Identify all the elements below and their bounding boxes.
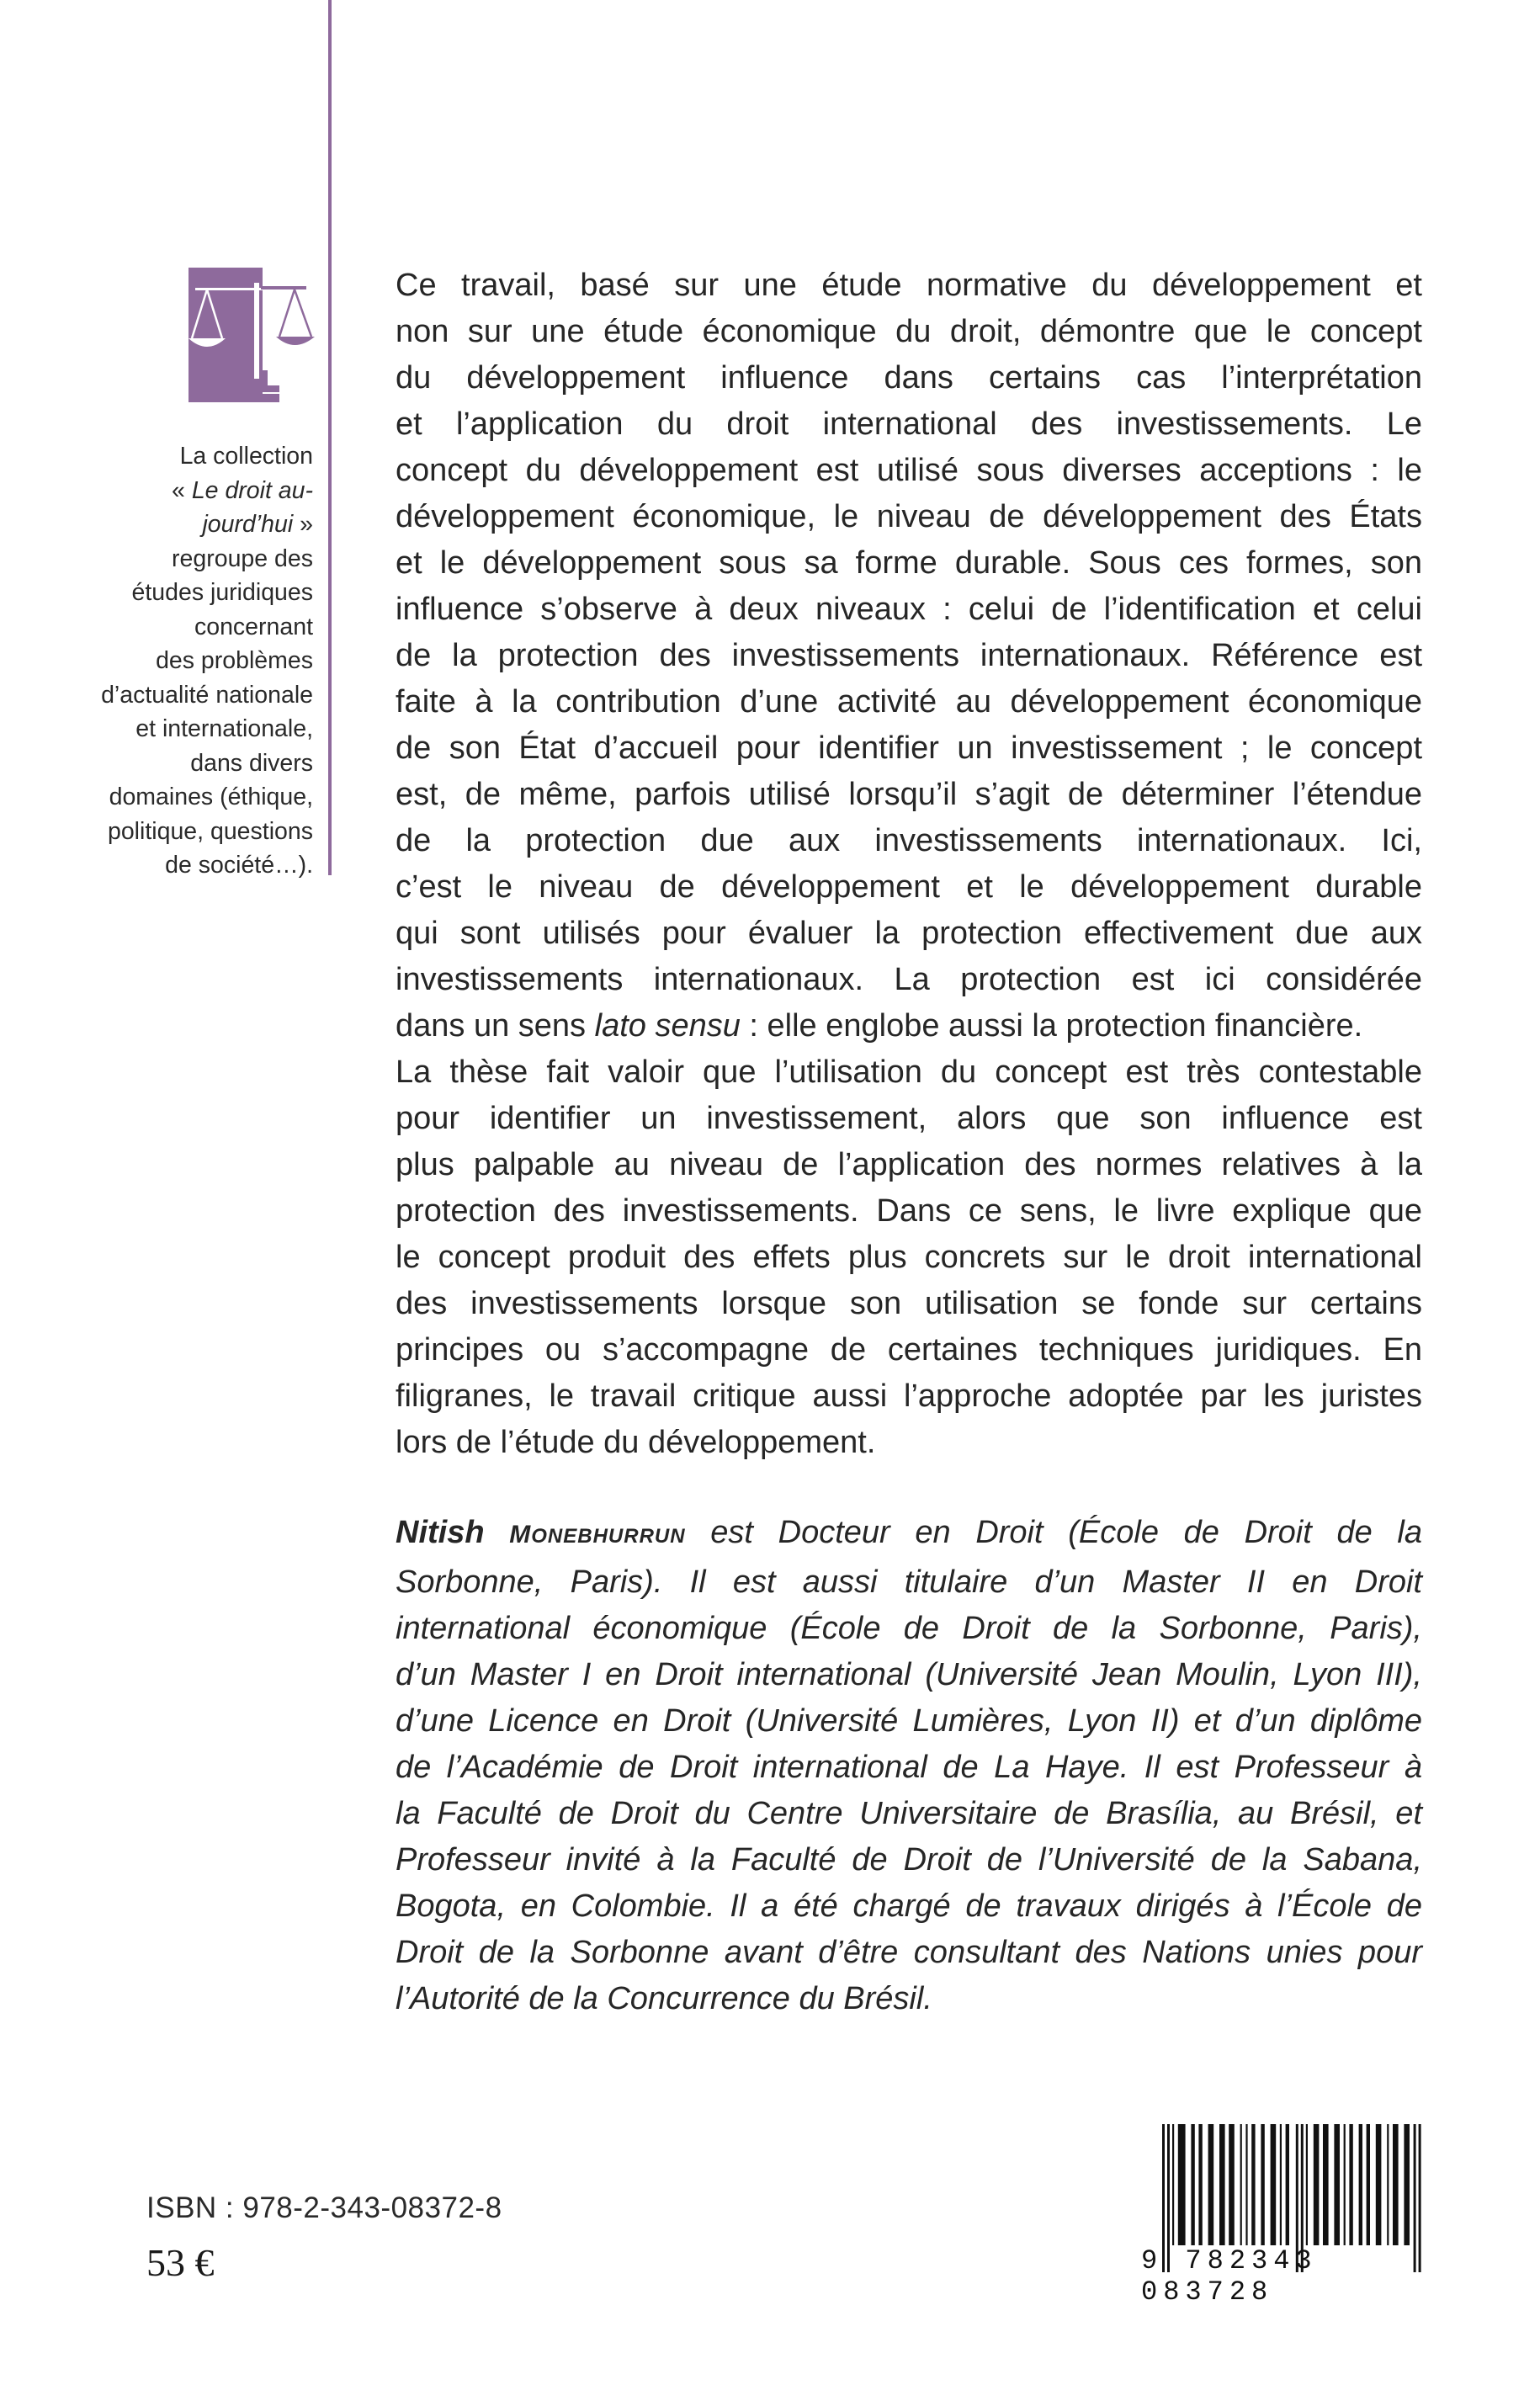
vertical-accent-line (328, 0, 332, 875)
barcode-bar (1367, 2124, 1370, 2245)
sidebar-line: dans divers (190, 749, 313, 777)
summary-line: de la protection due aux investissements internationaux. Ici, (396, 823, 1422, 858)
summary-line: c’est le niveau de développement et le développement durable (396, 869, 1422, 905)
barcode-bar (1229, 2124, 1235, 2245)
sidebar-line: des problèmes (156, 647, 313, 674)
barcode-bar (1376, 2124, 1382, 2245)
summary-line: concept du développement est utilisé sous diverses acceptions : le (396, 453, 1422, 488)
collection-description (101, 439, 313, 883)
bio-line: Bogota, en Colombie. Il a été chargé de travaux dirigés à l’École de (396, 1888, 1422, 1924)
barcode-bar (1280, 2124, 1282, 2245)
summary-italic-term: lato sensu (594, 1008, 741, 1044)
bio-line: l’Autorité de la Concurrence du Brésil. (396, 1981, 932, 2016)
isbn-number: ISBN : 978-2-343-08372-8 (146, 2191, 502, 2224)
scales-of-justice-logo-icon (189, 268, 316, 402)
author-last-name: MONEBHURRUN (509, 1521, 686, 1548)
sidebar-line: d’actualité nationale (101, 681, 313, 709)
summary-line: influence s’observe à deux niveaux : celui de l’identification et celui (396, 592, 1422, 627)
barcode-bar (1314, 2124, 1320, 2245)
bio-line-part: est Docteur en Droit (École de Droit de la (710, 1515, 1423, 1550)
summary-line: qui sont utilisés pour évaluer la protection effectivement due aux (396, 916, 1422, 951)
summary-line: du développement influence dans certains cas l’interprétation (396, 360, 1422, 396)
sidebar-line: « Le droit au- (172, 476, 313, 504)
barcode-bar (1349, 2124, 1352, 2245)
summary-line: Ce travail, basé sur une étude normative du développement et (396, 268, 1422, 303)
summary-line: filigranes, le travail critique aussi l’approche adoptée par les juristes (396, 1378, 1422, 1414)
barcode-bar (1271, 2124, 1277, 2245)
sidebar-line: concernant (194, 613, 313, 640)
sidebar-line: La collection (179, 443, 313, 470)
summary-line: principes ou s’accompagne de certaines techniques juridiques. En (396, 1332, 1422, 1368)
barcode-bar (1172, 2124, 1174, 2245)
bio-line: de l’Académie de Droit international de La Haye. Il est Professeur à (396, 1750, 1422, 1785)
barcode-bar (1178, 2124, 1186, 2245)
bio-line: Sorbonne, Paris). Il est aussi titulaire d’un Master II en Droit (396, 1564, 1422, 1600)
bio-line: Professeur invité à la Faculté de Droit de l’Université de la Sabana, (396, 1842, 1422, 1878)
sidebar-line: domaines (éthique, (109, 783, 313, 810)
summary-line: est, de même, parfois utilisé lorsqu’il s’agit de déterminer l’étendue (396, 777, 1422, 812)
barcode-bar (1240, 2124, 1242, 2245)
back-cover-summary (396, 263, 1422, 1466)
sidebar-line: études juridiques (131, 579, 313, 606)
summary-line-part: : elle englobe aussi la protection financière. (749, 1008, 1363, 1044)
summary-line: protection des investissements. Dans ce sens, le livre explique que (396, 1193, 1422, 1229)
sidebar-line: jourd’hui » (202, 511, 313, 538)
sidebar-line: de société…). (165, 852, 313, 879)
sidebar-line: politique, questions (107, 817, 313, 845)
summary-line: le concept produit des effets plus concrets sur le droit international (396, 1240, 1422, 1275)
sidebar-line: et internationale, (135, 715, 313, 742)
barcode-bar (1344, 2124, 1346, 2245)
summary-line: des investissements lorsque son utilisation se fonde sur certains (396, 1286, 1422, 1321)
summary-line: et le développement sous sa forme durable. Sous ces formes, son (396, 545, 1422, 581)
summary-line: investissements internationaux. La protection est ici considérée (396, 962, 1422, 997)
barcode-bar (1198, 2124, 1202, 2245)
barcode-bar (1404, 2124, 1410, 2245)
summary-line: faite à la contribution d’une activité au développement économique (396, 684, 1422, 720)
summary-line: La thèse fait valoir que l’utilisation du concept est très contestable (396, 1054, 1422, 1090)
bio-line: d’un Master I en Droit international (Université Jean Moulin, Lyon III), (396, 1657, 1422, 1692)
summary-line: de la protection des investissements internationaux. Référence est (396, 638, 1422, 673)
bio-line (396, 1510, 1422, 1559)
price: 53 € (146, 2241, 215, 2284)
barcode-bar (1323, 2124, 1329, 2245)
author-biography (396, 1510, 1422, 2022)
summary-line: plus palpable au niveau de l’application des normes relatives à la (396, 1147, 1422, 1182)
barcode-bar (1245, 2124, 1247, 2245)
author-name (396, 1515, 686, 1550)
summary-line: non sur une étude économique du droit, démontre que le concept (396, 314, 1422, 349)
barcode-bar (1191, 2124, 1194, 2245)
barcode-bar (1393, 2124, 1399, 2245)
summary-line: lors de l’étude du développement. (396, 1425, 876, 1460)
summary-line: et l’application du droit international des investissements. Le (396, 406, 1422, 442)
summary-line-mixed (396, 1003, 1422, 1049)
summary-line: pour identifier un investissement, alors que son influence est (396, 1101, 1422, 1136)
summary-line: développement économique, le niveau de développement des États (396, 499, 1422, 534)
sidebar-line: regroupe des (172, 544, 313, 572)
author-first-name: Nitish (396, 1515, 485, 1550)
barcode-bar (1208, 2124, 1214, 2245)
barcode-bar (1387, 2124, 1389, 2245)
summary-line-part: dans un sens (396, 1008, 587, 1044)
barcode-bar (1261, 2124, 1264, 2245)
barcode-bar (1359, 2124, 1362, 2245)
bio-line: la Faculté de Droit du Centre Universitaire de Brasília, au Brésil, et (396, 1796, 1422, 1831)
barcode-bar (1251, 2124, 1255, 2245)
bio-line: d’une Licence en Droit (Université Lumières, Lyon II) et d’un diplôme (396, 1703, 1422, 1739)
barcode-bar (1286, 2124, 1289, 2245)
barcode-bar (1334, 2124, 1340, 2245)
barcode-digits: 9 782343 083728 (1141, 2245, 1318, 2308)
bio-line: international économique (École de Droit de la Sorbonne, Paris), (396, 1611, 1422, 1646)
barcode-bar (1306, 2124, 1308, 2245)
summary-line: de son État d’accueil pour identifier un investissement ; le concept (396, 730, 1422, 766)
bio-line: Droit de la Sorbonne avant d’être consultant des Nations unies pour (396, 1935, 1422, 1970)
barcode-bar (1219, 2124, 1225, 2245)
